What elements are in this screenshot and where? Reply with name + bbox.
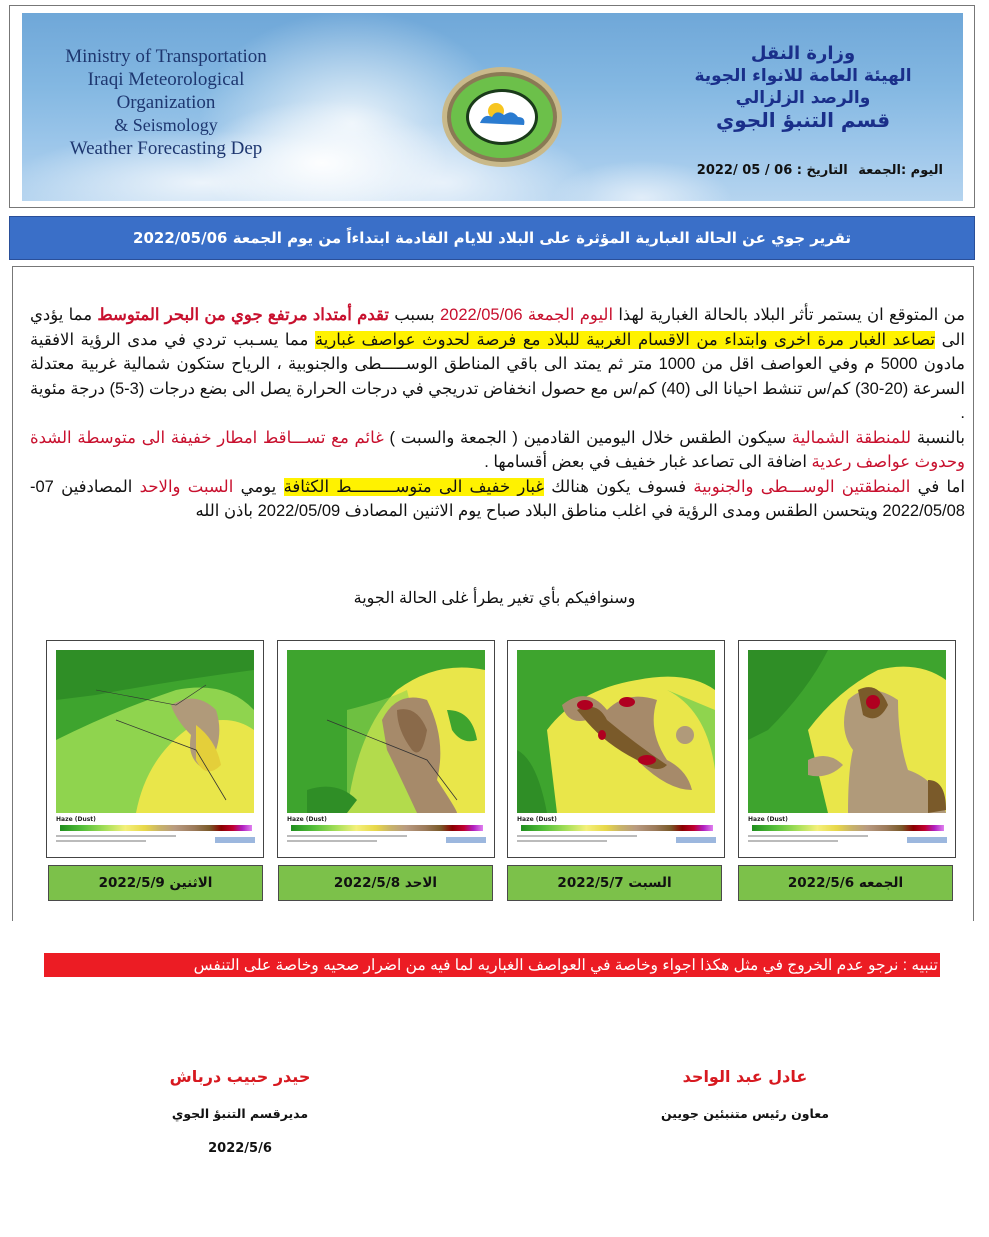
dust-map-card	[277, 640, 495, 858]
dust-legend-color-scale	[521, 825, 713, 831]
text-segment: مما يسـبب تردي في مدى الرؤية الافقية مادون 5000 م وفي العواصف اقل من 1000 متر ثم يمتد الى باقي المناطق الوســـــطى والجنوبية ، الرياح ستكون شمالية غربية معتدلة السرعة (20-30) كم/س تنشط احيانا الى (40) كم/س مع حصول انخفاض تدريجي في درجات الحرارة يصل الى بضع درجات (3-5) درجة مئوية .	[30, 330, 965, 422]
text-segment: المصادفين 07-2022/05/08 ويتحسن الطقس ومدى الرؤية في اغلب مناطق البلاد صباح يوم الاثنين المصادف 2022/05/09 باذن الله	[30, 477, 965, 520]
text-segment: بالنسبة	[911, 428, 965, 447]
header-date-line	[691, 163, 943, 178]
signatory-role: مديرقسم التنبؤ الجوي	[171, 1106, 309, 1121]
map-date-label: الاحد 2022/5/8	[278, 865, 493, 901]
dust-map-card	[46, 640, 264, 858]
ar-line-seismic: والرصد الزلزالي	[735, 88, 871, 108]
en-line-seismology: & Seismology	[114, 115, 218, 135]
sky-banner	[22, 13, 963, 201]
signature-block-director	[110, 1067, 370, 1156]
report-title-bar: تقرير جوي عن الحالة الغبارية المؤثرة على البلاد للايام القادمة ابتداءاً من يوم الجمعة 2022/05/06	[9, 216, 975, 260]
map-date-label: السبت 2022/5/7	[507, 865, 722, 901]
text-red-today: اليوم الجمعة 2022/05/06	[439, 306, 614, 324]
header-banner-frame	[9, 5, 975, 208]
meteologix-logo-icon	[907, 837, 947, 843]
text-segment: مما يؤدي الى	[30, 306, 965, 349]
dust-forecast-map	[287, 650, 485, 813]
arabic-org-name	[663, 43, 943, 131]
signatory-name: حيدر حبيب درباش	[169, 1067, 311, 1086]
paragraph-general	[30, 303, 965, 426]
dust-legend-color-scale	[752, 825, 944, 831]
map-date-label: الجمعه 2022/5/6	[738, 865, 953, 901]
text-segment: بسبب	[388, 306, 440, 324]
text-segment: فسوف يكون هنالك	[544, 477, 694, 496]
dust-map-card	[738, 640, 956, 858]
dust-map-card	[507, 640, 725, 858]
signature-date: 2022/5/6	[208, 1141, 272, 1156]
header-date: التاريخ : 06 / 05 /2022	[696, 163, 848, 178]
text-highlight-light-dust: غبار خفيف الى متوســـــــــط الكثافة	[283, 477, 545, 496]
text-red-days: السبت والاحد	[139, 477, 234, 496]
legend-title: Haze (Dust)	[517, 816, 557, 823]
header-day: اليوم :الجمعة	[858, 163, 943, 178]
text-red-north: للمنطقة الشمالية	[791, 428, 912, 447]
en-line-department: Weather Forecasting Dep	[69, 138, 263, 159]
english-org-name	[36, 45, 296, 160]
text-highlight-dust: تصاعد الغبار مرة اخرى وابتداء من الاقسام الغربية للبلاد مع فرصة لحدوث عواصف غبارية	[314, 330, 936, 349]
text-segment: سيكون الطقس خلال اليومين القادمين ( الجمعة والسبت )	[383, 428, 792, 447]
text-red-regions: المنطقتين الوســـطى والجنوبية	[693, 477, 911, 496]
paragraph-north	[30, 426, 965, 475]
text-segment: اضافة الى تصاعد غبار خفيف في بعض أقسامها .	[484, 453, 812, 471]
dust-legend-color-scale	[60, 825, 252, 831]
text-segment: من المتوقع ان يستمر تأثر البلاد بالحالة الغبارية لهذا	[613, 306, 965, 324]
ar-line-ministry: وزارة النقل	[750, 43, 856, 64]
text-segment: يومي	[233, 477, 284, 496]
dust-forecast-map	[517, 650, 715, 813]
signatory-name: عادل عبد الواحد	[682, 1067, 808, 1086]
ar-line-department: قسم التنبؤ الجوي	[715, 108, 891, 132]
legend-title: Haze (Dust)	[748, 816, 788, 823]
text-red-rain: غائم مع تســـاقط امطار خفيفة الى متوسطة الشدة وحدوث عواصف رعدية	[30, 428, 965, 471]
closing-line: وسنوافيكم بأي تغير يطرأ غلى الحالة الجوية	[353, 590, 636, 607]
legend-title: Haze (Dust)	[287, 816, 327, 823]
en-line-ministry: Ministry of Transportation	[65, 46, 267, 67]
map-date-label: الاثنين 2022/5/9	[48, 865, 263, 901]
ar-line-authority: الهيئة العامة للانواء الجوية	[694, 66, 912, 86]
paragraph-central-south	[30, 475, 965, 524]
dust-forecast-map	[56, 650, 254, 813]
meteologix-logo-icon	[676, 837, 716, 843]
en-line-organization: Iraqi Meteorological Organization	[87, 69, 245, 113]
report-text	[30, 303, 965, 524]
signatory-role: معاون رئيس متنبئين جويين	[660, 1106, 830, 1121]
meteologix-logo-icon	[446, 837, 486, 843]
warning-banner: تنبيه : نرجو عدم الخروج في مثل هكذا اجواء وخاصة في العواصف الغباريه لما فيه من اضرار صحيه وخاصة على التنفس	[44, 953, 940, 977]
organization-seal-icon	[440, 65, 564, 169]
text-red-cause: تقدم أمتداد مرتفع جوي من البحر المتوسط	[97, 306, 389, 324]
dust-forecast-map	[748, 650, 946, 813]
legend-title: Haze (Dust)	[56, 816, 96, 823]
text-segment: اما في	[910, 477, 965, 496]
dust-legend-color-scale	[291, 825, 483, 831]
signature-block-assistant	[620, 1067, 870, 1121]
meteologix-logo-icon	[215, 837, 255, 843]
